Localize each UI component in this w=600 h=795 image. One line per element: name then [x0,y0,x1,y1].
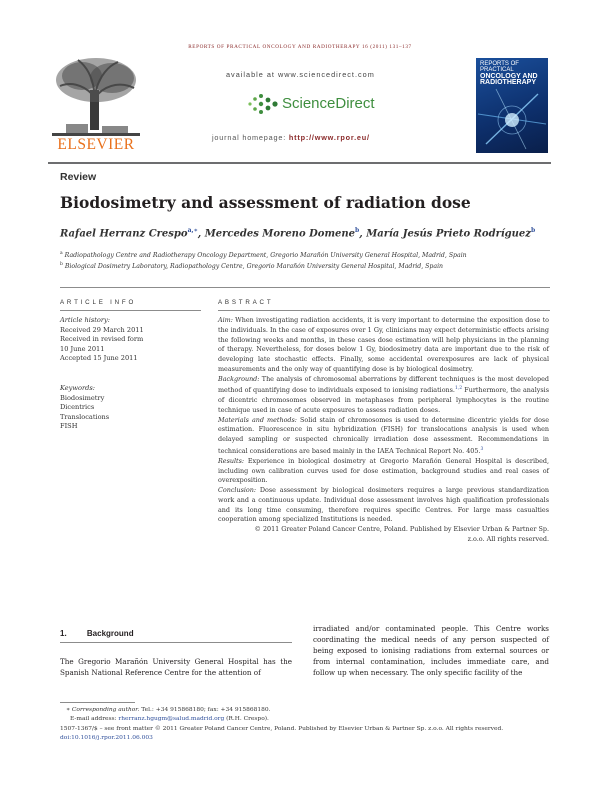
email-link[interactable]: rherranz.hgugm@salud.madrid.org [118,716,225,722]
corresponding-author-note: ∗ Corresponding author. Tel.: +34 915868180; fax: +34 915868180. [66,707,271,713]
abstract-label: Aim: [218,316,233,324]
section-divider [60,287,550,288]
abstract-label: Background: [218,374,260,383]
keyword: FISH [60,422,78,431]
keyword: Translocations [60,412,110,421]
homepage-link[interactable]: http://www.rpor.eu/ [288,133,370,142]
reference-link[interactable]: 1,2 [454,386,463,392]
body-text-right: irradiated and/or contaminated people. This Centre works coordinating the medical needs of any person suspected of being exposed to ionising radiations from external sources or from internal contamination, includes immediate care, and follow up when necessary. The only specific facility of the [313,624,549,678]
footnote-text: (R.H. Crespo). [224,716,269,722]
article-info-heading: ARTICLE INFO [60,299,137,306]
cover-title-line: REPORTS OF PRACTICAL [480,61,519,74]
history-label: Article history: [60,316,110,324]
header-divider [48,162,551,164]
elsevier-tree-icon [52,54,140,136]
affiliation-mark: a [60,251,63,256]
section-heading-rule [60,642,292,643]
doi-link[interactable] [60,734,153,743]
keywords [60,384,200,432]
affiliation [60,262,443,270]
journal-cover-image [476,58,548,153]
section-heading [60,629,134,638]
sciencedirect-wordmark: ScienceDirect [282,95,375,112]
abstract-text: When investigating radiation accidents, it is very important to determine the exposition dose to the individuals. In the case of exposures over 1 Gy, clinicians may expect deterministic effects arising the following weeks and months, in these cases dose estimation will help physicians in the planning of therapy. Nevertheless, for doses below 1 Gy, biodosimetry data are important due to the risk of developing late stochastic effects. Finally, some accidental overexposures are lack of physical measurements and the only way of quantifying dose is by biological dosimetry. [218,316,549,373]
author-separator: , [197,228,205,240]
section-title: Background [86,629,134,638]
cover-artwork-icon [476,84,548,153]
journal-homepage-line [212,133,370,142]
affiliation-text: Biological Dosimetry Laboratory, Radiopathology Centre, Gregorio Marañón University General Hospital, Madrid, Spain [64,263,444,271]
history-item: 10 June 2011 [60,344,105,353]
author-affiliation-mark[interactable]: b [530,227,536,234]
email-note [70,715,269,724]
abstract-results [218,457,549,486]
copyright-line: z.o.o. All rights reserved. [467,534,549,543]
sciencedirect-dots-icon [246,93,280,115]
author-affiliation-mark[interactable]: b [355,227,360,234]
doi-text[interactable]: doi:10.1016/j.rpor.2011.06.003 [60,735,153,741]
abstract-label: Results: [218,456,245,465]
affiliation [60,251,467,259]
elsevier-wordmark: ELSEVIER [57,136,135,153]
article-title: Biodosimetry and assessment of radiation dose [60,193,471,212]
author-name[interactable]: María Jesús Prieto Rodríguez [366,228,531,240]
abstract-body [218,316,549,545]
abstract-background [218,375,549,416]
cover-title-line: RADIOTHERAPY [480,79,537,87]
body-text-left: The Gregorio Marañón University General Hospital has the Spanish National Reference Centre for the attention of [60,657,292,678]
section-number: 1. [60,629,67,638]
cover-title-line: ONCOLOGY AND [480,72,538,80]
issn-line: 1507-1367/$ – see front matter © 2011 Greater Poland Cancer Centre, Poland. Published by Elsevier Urban & Partner Sp. z.o.o. All rights reserved. [60,726,504,732]
sciencedirect-banner [206,62,459,148]
footnote-label: Corresponding author. [71,707,140,713]
abstract-conclusion [218,486,549,525]
abstract-divider [218,310,550,311]
history-item: Received 29 March 2011 [60,325,144,334]
keywords-label: Keywords: [60,384,95,392]
author-separator: , [359,228,367,240]
article-history [60,316,200,364]
footnote-divider [60,702,135,703]
author-name[interactable]: Mercedes Moreno Domene [204,228,356,240]
copyright-line: © 2011 Greater Poland Cancer Centre, Poland. Published by Elsevier Urban & Partner Sp. [254,525,549,533]
abstract-text: Furthermore, the analysis of dicentric chromosomes observed in metaphases from peripheral lymphocytes is the routine technique used in case of acute exposures to assess radiation doses. [218,386,549,414]
available-at-text[interactable]: available at www.sciencedirect.com [226,70,375,79]
author-list [60,227,535,239]
author-affiliation-mark[interactable]: a,∗ [187,227,198,234]
abstract-heading: ABSTRACT [218,299,274,306]
abstract-aim [218,316,549,375]
abstract-label: Materials and methods: [218,415,297,424]
article-info-divider [60,310,201,311]
abstract-text: Solid stain of chromosomes is used to determine dicentric yields for dose estimation. Fluorescence in situ hybridization (FISH) for translocations analysis is used when delayed sampling or suspected chronically irradiation dose assessment. Recommendations in technical considerations are based mainly in the IAEA Technical Report No. 405. [218,415,549,455]
abstract-text: Experience in biological dosimetry at Gregorio Marañón General Hospital is described, including own calibration curves used for dose estimation, background studies and real cases of overexposition. [218,456,549,485]
abstract-text: The analysis of chromosomal aberrations by different techniques is the most developed method of quantifying dose to individuals exposed to ionising radiations. [218,374,549,395]
abstract-text: Dose assessment by biological dosimeters requires a large previous standardization work and a continuous update. Individual dose assessment involves high qualification professionals and its long time consuming, therefore requires specific Centres. For large mass casualties cooperation among specialized Institutions is needed. [218,486,549,524]
history-item: Accepted 15 June 2011 [60,354,138,363]
affiliation-text: Radiopathology Centre and Radiotherapy Oncology Department, Gregorio Marañón University General Hospital, Madrid, Spain [64,252,467,260]
reference-link[interactable]: 3 [480,446,484,452]
keyword: Biodosimetry [60,393,105,402]
sciencedirect-logo [246,93,426,115]
article-type: Review [60,171,97,183]
abstract-label: Conclusion: [218,486,257,494]
elsevier-logo [48,54,144,156]
cover-title [480,61,546,87]
keyword: Dicentrics [60,403,95,412]
journal-citation-line: REPORTS OF PRACTICAL ONCOLOGY AND RADIOTHERAPY 16 (2011) 131–137 [188,44,412,50]
homepage-label: journal homepage: [212,133,289,142]
footnote-text: Tel.: +34 915868180; fax: +34 915868180. [139,707,271,713]
history-item: Received in revised form [60,335,144,344]
abstract-methods [218,416,549,457]
author-name[interactable]: Rafael Herranz Crespo [60,228,188,240]
footnote-label: E-mail address: [70,716,119,722]
affiliation-mark: b [60,262,63,267]
